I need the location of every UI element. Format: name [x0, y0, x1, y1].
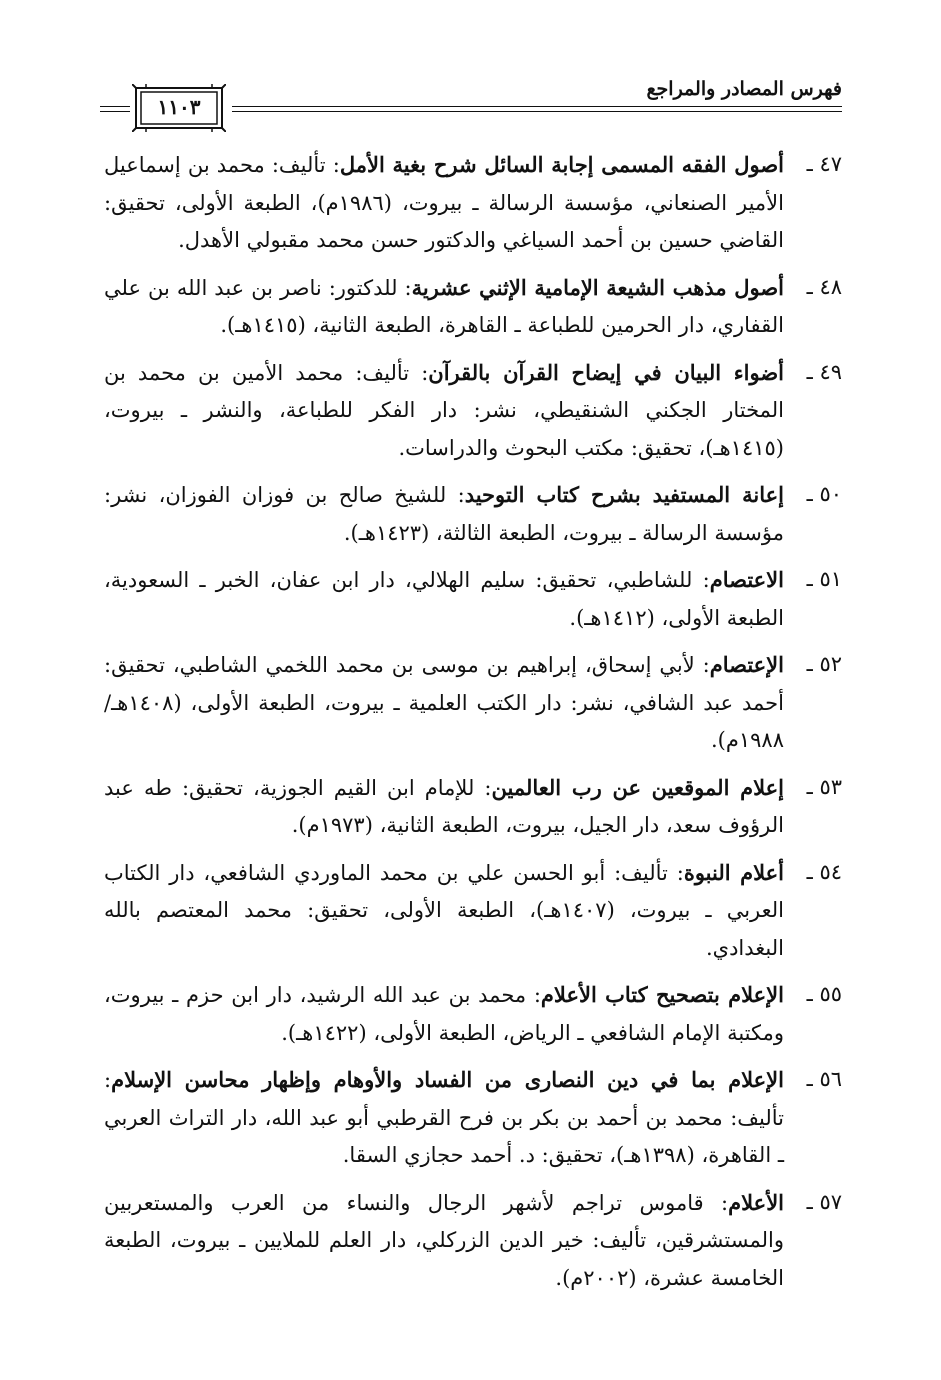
entry-title: أعلام النبوة — [683, 859, 784, 885]
bibliography-entry — [104, 769, 842, 845]
bibliography-entry — [104, 476, 842, 552]
entry-number: ٥١ ـ — [806, 567, 842, 591]
entry-title: أضواء البيان في إيضاح القرآن بالقرآن — [428, 359, 784, 385]
entry-title: إعلام الموقعين عن رب العالمين — [491, 774, 785, 800]
bibliography-entry — [104, 854, 842, 968]
entry-number: ٤٩ ـ — [806, 359, 842, 384]
entry-body: : قاموس تراجم لأشهر الرجال والنساء من العرب والمستعربين والمستشرقين، تأليف: خير الدين الزركلي، دار العلم للملايين ـ بيروت، الطبعة الخامسة عشرة، (٢٠٠٢م). — [104, 1190, 784, 1290]
entry-number: ٥٣ ـ — [806, 774, 842, 799]
header-rule — [232, 106, 842, 107]
entry-number: ٥٧ ـ — [806, 1189, 842, 1214]
bibliography-entry — [104, 146, 842, 260]
entry-number: ٥٦ ـ — [806, 1067, 842, 1091]
entry-title: أصول مذهب الشيعة الإمامية الإثني عشرية — [411, 274, 784, 300]
entry-body: : للدكتور: ناصر بن عبد الله بن علي القفاري، دار الحرمين للطباعة ـ القاهرة، الطبعة الثانية، (١٤١٥هـ). — [104, 275, 784, 337]
header-rule-left — [100, 106, 130, 107]
entry-body: : للإمام ابن القيم الجوزية، تحقيق: طه عبد الرؤوف سعد، دار الجيل، بيروت، الطبعة الثانية، (١٩٧٣م). — [104, 775, 784, 837]
entry-title: الإعلام بتصحيح كتاب الأعلام — [540, 982, 784, 1007]
running-title: فهرس المصادر والمراجع — [646, 78, 842, 100]
entry-body: : تأليف: محمد بن أحمد بن بكر بن فرح القرطبي أبو عبد الله، دار التراث العربي ـ القاهرة، (١٣٩٨هـ)، تحقيق: د. أحمد حجازي السقا. — [104, 1068, 784, 1167]
entry-title: الأعلام — [728, 1189, 784, 1215]
entry-number: ٤٨ ـ — [806, 274, 842, 299]
entry-body: : تأليف: محمد الأمين بن محمد بن المختار الجكني الشنقيطي، نشر: دار الفكر للطباعة، والنشر ـ بيروت، (١٤١٥هـ)، تحقيق: مكتب البحوث والدراسات. — [104, 360, 784, 460]
bibliography-entry — [104, 561, 842, 637]
entry-title: أصول الفقه المسمى إجابة السائل شرح بغية الأمل — [339, 152, 785, 177]
entry-title: الإعلام بما في دين النصارى من الفساد والأوهام وإظهار محاسن الإسلام — [111, 1067, 784, 1092]
entry-body: : تأليف: محمد بن إسماعيل الأمير الصنعاني، مؤسسة الرسالة ـ بيروت، (١٩٨٦م)، الطبعة الأولى، تحقيق: القاضي حسين بن أحمد السياغي والدكتور حسن محمد مقبولي الأهدل. — [104, 153, 784, 252]
bibliography-entry — [104, 269, 842, 345]
bibliography-list — [104, 146, 842, 1306]
entry-body: : لأبي إسحاق، إبراهيم بن موسى بن محمد اللخمي الشاطبي، تحقيق: أحمد عبد الشافي، نشر: دار الكتب العلمية ـ بيروت، الطبعة الأولى، (١٤٠٨هـ/ ١٩٨٨م). — [104, 653, 784, 752]
bibliography-entry — [104, 354, 842, 468]
entry-body: : للشيخ صالح بن فوزان الفوزان، نشر: مؤسسة الرسالة ـ بيروت، الطبعة الثالثة، (١٤٢٣هـ). — [104, 483, 784, 545]
entry-number: ٥٥ ـ — [806, 982, 842, 1006]
page-number-frame — [132, 84, 226, 132]
entry-title: إعانة المستفيد بشرح كتاب التوحيد — [464, 482, 784, 507]
page-header — [100, 78, 842, 138]
bibliography-entry — [104, 646, 842, 760]
entry-title: الإعتصام — [709, 652, 784, 677]
header-rule — [232, 111, 842, 112]
entry-number: ٥٢ ـ — [806, 652, 842, 676]
bibliography-entry — [104, 1061, 842, 1175]
bibliography-entry — [104, 1184, 842, 1298]
entry-body: : للشاطبي، تحقيق: سليم الهلالي، دار ابن عفان، الخبر ـ السعودية، الطبعة الأولى، (١٤١٢هـ). — [104, 568, 784, 630]
entry-number: ٥٤ ـ — [806, 859, 842, 884]
entry-number: ٤٧ ـ — [806, 152, 842, 176]
entry-title: الاعتصام — [709, 567, 784, 592]
entry-body: : محمد بن عبد الله الرشيد، دار ابن حزم ـ بيروت، ومكتبة الإمام الشافعي ـ الرياض، الطبعة الأولى، (١٤٢٢هـ). — [104, 983, 784, 1045]
entry-body: : تأليف: أبو الحسن علي بن محمد الماوردي الشافعي، دار الكتاب العربي ـ بيروت، (١٤٠٧هـ)، الطبعة الأولى، تحقيق: محمد المعتصم بالله البغدادي. — [104, 860, 784, 960]
bibliography-entry — [104, 976, 842, 1052]
page-number: ١١٠٣ — [157, 95, 201, 119]
entry-number: ٥٠ ـ — [806, 482, 842, 506]
header-rule-left — [100, 111, 130, 112]
